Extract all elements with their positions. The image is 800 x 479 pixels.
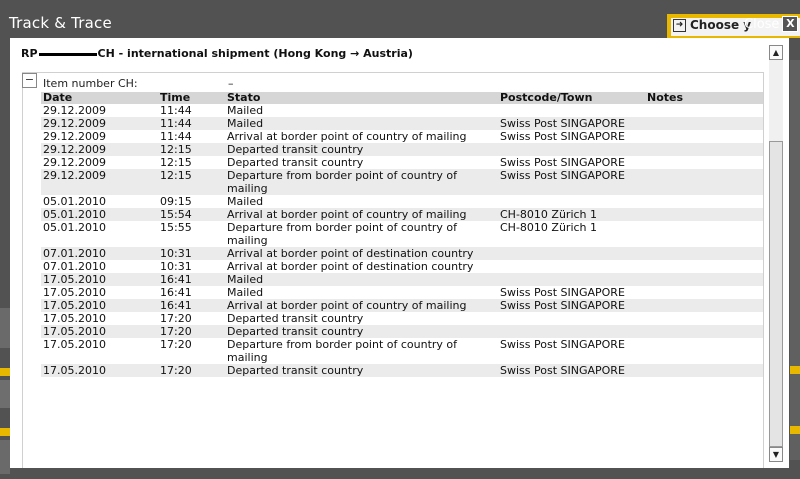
arrow-right-icon: ➜ [673, 19, 686, 32]
cell-time: 16:41 [158, 273, 225, 286]
cell-date: 29.12.2009 [41, 169, 158, 195]
background-right-stripe [790, 426, 800, 434]
item-number-value: – [228, 77, 234, 90]
cell-time: 12:15 [160, 156, 192, 169]
cell-date: 07.01.2010 [43, 260, 106, 273]
cell-status: Mailed [225, 273, 498, 286]
cell-date: 29.12.2009 [43, 104, 106, 117]
cell-time: 09:15 [160, 195, 192, 208]
cell-notes [645, 260, 763, 273]
cell-time: 11:44 [158, 117, 225, 130]
background-left-block [0, 440, 10, 474]
cell-date: 17.05.2010 [43, 338, 106, 351]
table-row [41, 104, 763, 117]
cell-location: Swiss Post SINGAPORE [498, 299, 645, 312]
cell-date: 17.05.2010 [43, 286, 106, 299]
background-choose-label: Choose y [690, 18, 752, 32]
column-header-location: Postcode/Town [498, 92, 645, 104]
cell-notes [645, 299, 763, 312]
cell-location [498, 273, 645, 286]
cell-time: 16:41 [160, 286, 192, 299]
cell-status: Arrival at border point of destination country [227, 260, 474, 273]
column-header-date: Date [41, 92, 158, 104]
cell-date: 07.01.2010 [41, 247, 158, 260]
cell-location: Swiss Post SINGAPORE [500, 156, 625, 169]
table-row [41, 286, 763, 299]
tracking-table-body [41, 104, 763, 377]
table-row [41, 247, 763, 260]
item-number-label: Item number CH: [43, 77, 138, 90]
cell-date: 17.05.2010 [41, 325, 158, 338]
cell-location: CH-8010 Zürich 1 [500, 221, 598, 234]
shipment-heading-text: CH - international shipment (Hong Kong → Austria) [97, 47, 413, 60]
column-header-status: Stato [225, 92, 498, 104]
cell-notes [645, 195, 763, 208]
column-header-time: Time [158, 92, 225, 104]
table-row [41, 260, 763, 273]
cell-time: 12:15 [158, 143, 225, 156]
dialog-content [10, 38, 769, 468]
cell-date: 05.01.2010 [43, 221, 106, 234]
table-row [41, 273, 763, 286]
cell-location: Swiss Post SINGAPORE [498, 169, 645, 195]
cell-notes [645, 156, 763, 169]
cell-status: Departed transit country [225, 143, 498, 156]
cell-notes [645, 130, 763, 143]
table-row [41, 208, 763, 221]
cell-location [498, 104, 645, 117]
cell-notes [645, 169, 763, 195]
cell-time: 17:20 [160, 312, 192, 325]
cell-status: Arrival at border point of country of mailing [225, 208, 498, 221]
cell-status: Departure from border point of country of mailing [225, 169, 498, 195]
cell-time: 10:31 [160, 260, 192, 273]
shipment-heading-prefix: RP [21, 47, 38, 60]
cell-status: Departed transit country [227, 156, 364, 169]
cell-date: 17.05.2010 [41, 299, 158, 312]
close-label[interactable]: Close [744, 16, 780, 32]
cell-status: Arrival at border point of country of mailing [225, 299, 498, 312]
cell-notes [645, 117, 763, 130]
cell-date: 17.05.2010 [41, 273, 158, 286]
cell-status: Arrival at border point of destination country [225, 247, 498, 260]
cell-notes [645, 286, 763, 299]
table-row [41, 156, 763, 169]
cell-date: 17.05.2010 [43, 312, 106, 325]
cell-time: 11:44 [160, 130, 192, 143]
table-row [41, 338, 763, 364]
cell-notes [645, 273, 763, 286]
cell-date: 29.12.2009 [43, 130, 106, 143]
background-left-block [0, 380, 10, 408]
vertical-scrollbar[interactable] [769, 45, 783, 462]
table-row [41, 117, 763, 130]
cell-date: 29.12.2009 [43, 156, 106, 169]
cell-date: 17.05.2010 [41, 364, 158, 377]
cell-date: 29.12.2009 [41, 143, 158, 156]
cell-location: CH-8010 Zürich 1 [498, 208, 645, 221]
cell-location: Swiss Post SINGAPORE [500, 130, 625, 143]
table-row [41, 130, 763, 143]
background-right-stripe [790, 366, 800, 374]
overlay-title: Track & Trace [9, 14, 112, 32]
table-row [41, 221, 763, 247]
cell-notes [645, 143, 763, 156]
scrollbar-thumb[interactable] [769, 141, 783, 447]
cell-location [498, 312, 645, 325]
cell-location: Swiss Post SINGAPORE [498, 364, 645, 377]
cell-time: 10:31 [158, 247, 225, 260]
redacted-number [39, 53, 97, 56]
cell-location: Swiss Post SINGAPORE [500, 338, 625, 351]
cell-time: 17:20 [158, 364, 225, 377]
cell-status: Departure from border point of country of mailing [227, 338, 458, 364]
cell-notes [645, 247, 763, 260]
track-trace-dialog [10, 38, 789, 468]
close-button[interactable] [744, 16, 798, 32]
background-left-stripe [0, 368, 10, 376]
cell-notes [645, 208, 763, 221]
cell-notes [645, 104, 763, 117]
cell-location [498, 247, 645, 260]
cell-time: 16:41 [158, 299, 225, 312]
shipment-heading [21, 47, 413, 60]
cell-date: 05.01.2010 [43, 195, 106, 208]
collapse-toggle-icon[interactable]: − [22, 73, 37, 88]
cell-time: 12:15 [158, 169, 225, 195]
table-row [41, 299, 763, 312]
cell-status: Departed transit country [227, 312, 364, 325]
table-row [41, 312, 763, 325]
cell-location [498, 260, 645, 273]
cell-time: 17:20 [158, 325, 225, 338]
cell-time: 15:54 [158, 208, 225, 221]
table-row [41, 325, 763, 338]
background-left-block [0, 308, 10, 348]
table-row [41, 364, 763, 377]
cell-status: Departed transit country [225, 364, 498, 377]
table-row [41, 195, 763, 208]
cell-location [498, 143, 645, 156]
column-header-notes: Notes [645, 92, 763, 104]
cell-notes [645, 325, 763, 338]
cell-location: Swiss Post SINGAPORE [500, 286, 625, 299]
table-row [41, 169, 763, 195]
cell-status: Arrival at border point of country of mailing [227, 130, 467, 143]
tracking-table [41, 92, 763, 377]
table-header-row [41, 92, 763, 104]
cell-location: Swiss Post SINGAPORE [498, 117, 645, 130]
cell-location [498, 195, 645, 208]
cell-notes [645, 338, 763, 364]
table-row [41, 143, 763, 156]
cell-time: 17:20 [160, 338, 192, 351]
background-left-stripe [0, 428, 10, 436]
cell-notes [645, 221, 763, 247]
close-icon[interactable]: X [782, 16, 798, 32]
cell-status: Mailed [225, 117, 498, 130]
scroll-down-icon[interactable]: ▼ [769, 447, 783, 462]
cell-notes [645, 364, 763, 377]
scroll-up-icon[interactable]: ▲ [769, 45, 783, 60]
cell-status: Departed transit country [225, 325, 498, 338]
cell-status: Departure from border point of country of mailing [227, 221, 458, 247]
cell-location [498, 325, 645, 338]
cell-time: 15:55 [160, 221, 192, 234]
cell-status: Mailed [227, 195, 264, 208]
cell-time: 11:44 [160, 104, 192, 117]
cell-date: 29.12.2009 [41, 117, 158, 130]
cell-date: 05.01.2010 [41, 208, 158, 221]
background-right-block [790, 60, 800, 460]
cell-status: Mailed [227, 104, 264, 117]
cell-status: Mailed [227, 286, 264, 299]
cell-notes [645, 312, 763, 325]
